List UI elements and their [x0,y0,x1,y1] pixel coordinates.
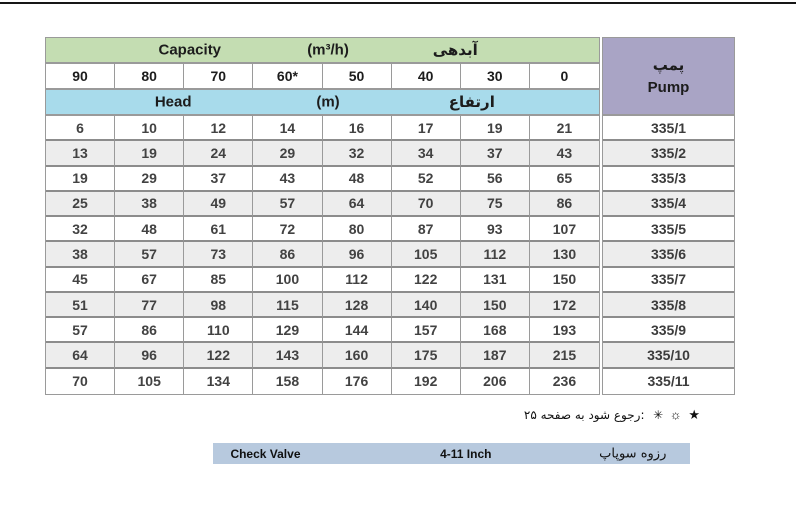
head-value-cell: 38 [115,192,184,217]
head-value-cell: 21 [530,116,599,141]
head-value-cell: 72 [253,217,322,242]
head-value-cell: 131 [461,268,530,293]
head-value-cell: 48 [115,217,184,242]
footnote-text: :رجوع شود به صفحه ۲۵ [523,408,645,422]
head-value-cell: 86 [115,318,184,343]
pump-model-cell: 335/7 [603,268,734,293]
pump-model-cell: 335/1 [603,116,734,141]
head-value-cell: 193 [530,318,599,343]
head-value-cell: 32 [323,141,392,166]
head-value-cell: 172 [530,293,599,318]
head-value-cell: 192 [392,369,461,394]
head-value-cell: 32 [46,217,115,242]
head-value-cell: 57 [46,318,115,343]
head-value-cell: 13 [46,141,115,166]
head-value-cell: 144 [323,318,392,343]
head-value-cell: 75 [461,192,530,217]
head-value-cell: 51 [46,293,115,318]
head-value-cell: 158 [253,369,322,394]
head-value-cell: 150 [461,293,530,318]
head-value-cell: 24 [184,141,253,166]
head-value-cell: 168 [461,318,530,343]
head-value-cell: 187 [461,343,530,368]
head-value-cell: 157 [392,318,461,343]
pump-model-cell: 335/5 [603,217,734,242]
capacity-header-row [45,37,600,63]
head-value-cell: 122 [392,268,461,293]
head-value-cell: 85 [184,268,253,293]
head-value-cell: 175 [392,343,461,368]
head-value-cell: 64 [323,192,392,217]
pump-model-cell: 335/11 [603,369,734,394]
flow-columns-header-row [45,63,600,89]
head-value-cell: 96 [115,343,184,368]
black-star-icon: ★ [688,407,700,422]
sun-icon: ☼ [669,407,682,422]
head-value-cell: 105 [392,242,461,267]
pump-performance-table [45,37,735,395]
pump-label-fa: پمپ [652,56,685,74]
head-value-cell: 56 [461,167,530,192]
head-value-cell: 29 [115,167,184,192]
head-value-cell: 128 [323,293,392,318]
head-value-cell: 122 [184,343,253,368]
head-value-cell: 134 [184,369,253,394]
flow-column-header-cell: 30 [461,64,530,88]
head-value-cell: 87 [392,217,461,242]
head-value-cell: 67 [115,268,184,293]
head-value-cell: 70 [392,192,461,217]
check-valve-bar [213,443,690,464]
head-value-cell: 17 [392,116,461,141]
valve-thread-label-fa: رزوه سوپاپ [599,446,667,461]
head-value-cell: 6 [46,116,115,141]
head-value-cell: 236 [530,369,599,394]
head-value-cell: 34 [392,141,461,166]
head-value-cell: 112 [461,242,530,267]
pump-model-cell: 335/8 [603,293,734,318]
head-value-cell: 57 [253,192,322,217]
head-value-cell: 64 [46,343,115,368]
pump-model-cell: 335/6 [603,242,734,267]
top-divider-line [0,2,796,4]
head-value-cell: 215 [530,343,599,368]
head-value-cell: 129 [253,318,322,343]
head-value-cell: 45 [46,268,115,293]
head-value-cell: 43 [530,141,599,166]
head-value-cell: 37 [184,167,253,192]
head-value-cell: 57 [115,242,184,267]
head-value-cell: 130 [530,242,599,267]
head-value-cell: 19 [461,116,530,141]
head-value-cell: 25 [46,192,115,217]
head-value-cell: 70 [46,369,115,394]
pump-model-cell: 335/9 [603,318,734,343]
pump-column-header [602,37,735,115]
head-value-cell: 19 [115,141,184,166]
pump-model-cell: 335/4 [603,192,734,217]
head-value-cell: 37 [461,141,530,166]
head-value-cell: 48 [323,167,392,192]
head-value-cell: 105 [115,369,184,394]
capacity-label-fa: آبدهی [432,41,478,59]
head-value-cell: 10 [115,116,184,141]
valve-size-label: 4-11 Inch [440,446,492,461]
flow-column-header-cell: 90 [46,64,115,88]
head-value-cell: 115 [253,293,322,318]
head-value-cell: 110 [184,318,253,343]
pump-model-cells [602,115,735,395]
head-value-cell: 19 [46,167,115,192]
pump-model-cell: 335/2 [603,141,734,166]
head-value-cell: 93 [461,217,530,242]
head-value-cell: 12 [184,116,253,141]
flow-column-header-cell: 80 [115,64,184,88]
head-value-cell: 14 [253,116,322,141]
head-value-cell: 143 [253,343,322,368]
head-value-cell: 29 [253,141,322,166]
pump-model-cell: 335/10 [603,343,734,368]
head-value-cell: 43 [253,167,322,192]
head-value-cell: 176 [323,369,392,394]
head-value-cell: 52 [392,167,461,192]
head-value-cell: 96 [323,242,392,267]
flow-column-header-cell: 70 [184,64,253,88]
head-value-cell: 86 [530,192,599,217]
head-label-en: Head [154,93,192,111]
flow-column-header-cell: 40 [392,64,461,88]
head-value-cell: 16 [323,116,392,141]
head-value-cell: 86 [253,242,322,267]
head-value-cell: 49 [184,192,253,217]
head-value-cell: 61 [184,217,253,242]
flow-column-header-cell: 60* [253,64,322,88]
check-valve-label: Check Valve [230,446,301,461]
flow-column-header-cell: 50 [323,64,392,88]
pump-label-en: Pump [647,79,690,96]
head-unit-label: (m) [316,93,340,111]
pump-column [602,37,735,395]
footnote [524,405,700,425]
pump-model-cell: 335/3 [603,167,734,192]
head-value-cell: 80 [323,217,392,242]
head-value-cell: 206 [461,369,530,394]
head-value-cell: 65 [530,167,599,192]
head-header-row [45,89,600,115]
head-value-cell: 100 [253,268,322,293]
head-value-cell: 160 [323,343,392,368]
capacity-label-en: Capacity [158,41,222,59]
head-value-cell: 107 [530,217,599,242]
head-values-grid [45,115,600,395]
capacity-unit-label: (m³/h) [307,41,349,59]
head-value-cell: 98 [184,293,253,318]
head-label-fa: ارتفاع [448,93,495,111]
head-value-cell: 150 [530,268,599,293]
head-value-cell: 140 [392,293,461,318]
head-value-cell: 73 [184,242,253,267]
head-value-cell: 77 [115,293,184,318]
head-value-cell: 112 [323,268,392,293]
asterisk-icon: ✳ [653,408,664,422]
head-value-cell: 38 [46,242,115,267]
table-main-section [45,37,600,395]
flow-column-header-cell: 0 [560,68,569,84]
